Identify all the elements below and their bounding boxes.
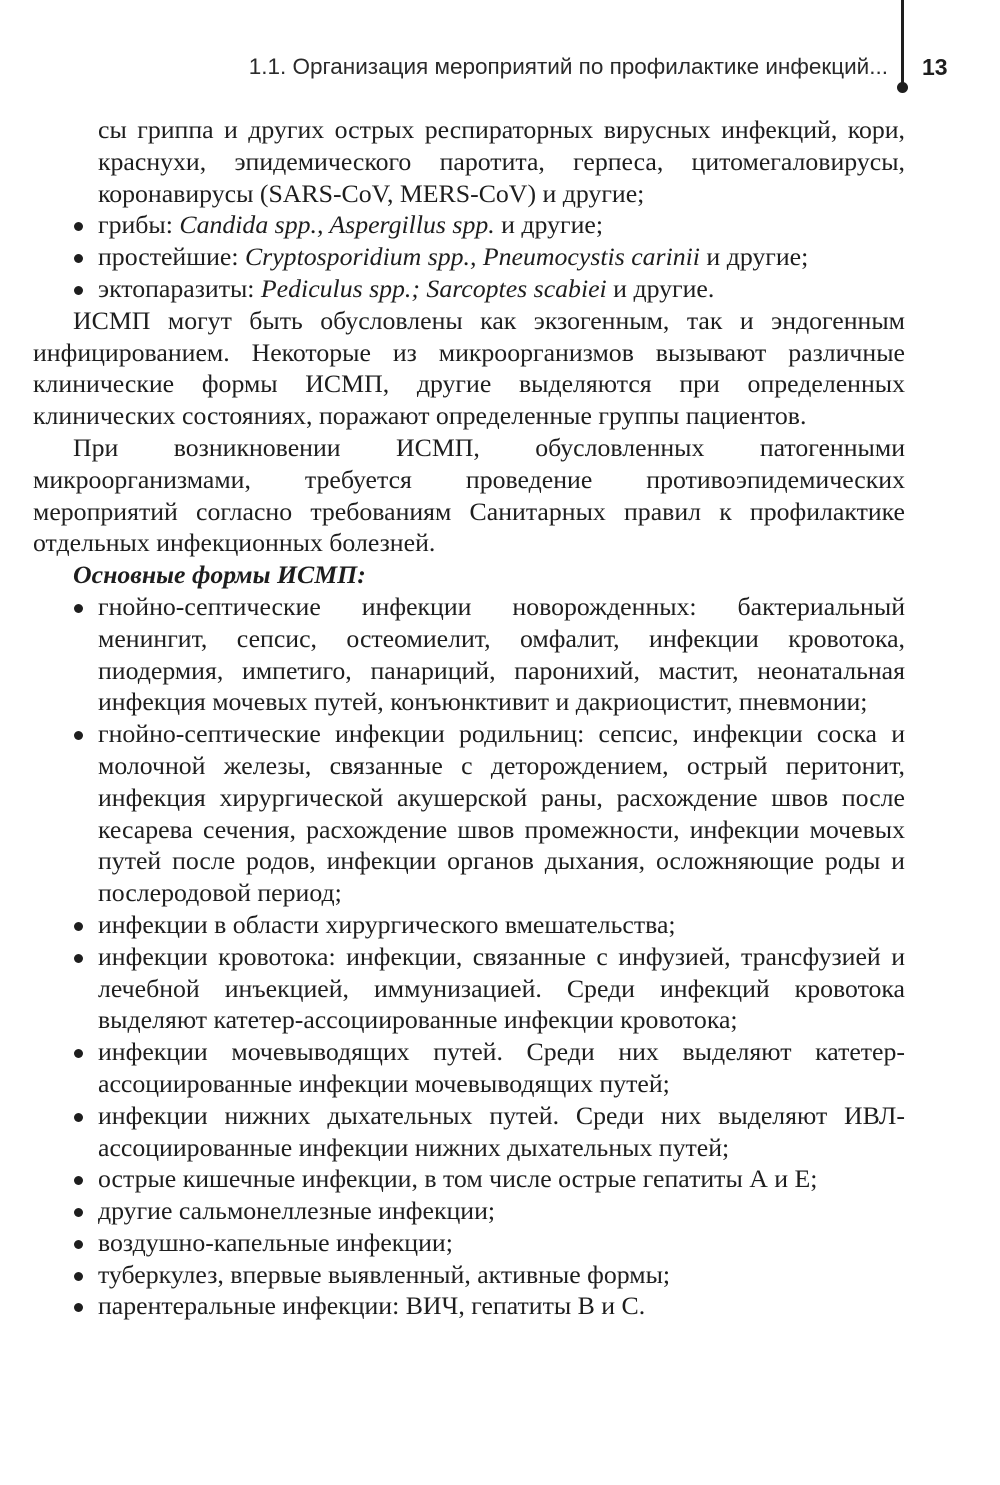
list-item-lead: грибы: xyxy=(98,210,180,240)
page-number: 13 xyxy=(922,54,948,80)
header-divider xyxy=(901,0,904,86)
list-item-fungi xyxy=(33,209,905,241)
list-item: инфекции нижних дыхательных путей. Среди них выделяют ИВЛ-ассоциированные инфекции нижних дыхательных путей; xyxy=(33,1100,905,1164)
list-item-protozoa xyxy=(33,241,905,273)
list-item: воздушно-капельные инфекции; xyxy=(33,1227,905,1259)
list-item-species: Pediculus spp.; Sarcoptes scabiei xyxy=(260,273,607,303)
forms-list xyxy=(33,591,905,1322)
list-item: инфекции мочевыводящих путей. Среди них выделяют катетер-ассоциированные инфекции мочевыводящих путей; xyxy=(33,1036,905,1100)
list-item: инфекции в области хирургического вмешательства; xyxy=(33,909,905,941)
organism-list xyxy=(33,209,905,304)
list-item: острые кишечные инфекции, в том числе острые гепатиты А и Е; xyxy=(33,1163,905,1195)
continuation-text: сы гриппа и других острых респираторных вирусных инфекций, кори, краснухи, эпидемического паротита, герпеса, цитомегаловирусы, коронавирусы (SARS-CoV, MERS-CoV) и другие; xyxy=(98,115,905,208)
list-item-tail: и другие; xyxy=(494,210,603,240)
header-divider-dot xyxy=(897,82,908,93)
page-body xyxy=(33,114,905,1322)
list-item: гнойно-септические инфекции родильниц: сепсис, инфекции соска и молочной железы, связанные с деторождением, острый перитонит, инфекция хирургической акушерской раны, расхождение швов после кесарева сечения, расхождение швов промежности, инфекции мочевых путей после родов, инфекции органов дыхания, осложняющие роды и послеродовой период; xyxy=(33,718,905,909)
list-item: инфекции кровотока: инфекции, связанные с инфузией, трансфузией и лечебной инъекцией, иммунизацией. Среди инфекций кровотока выделяют катетер-ассоциированные инфекции кровотока; xyxy=(33,941,905,1036)
list-item: парентеральные инфекции: ВИЧ, гепатиты В и С. xyxy=(33,1290,905,1322)
list-item-species: Candida spp., Aspergillus spp. xyxy=(179,210,495,240)
list-item-tail: и другие. xyxy=(606,273,715,303)
list-item: другие сальмонеллезные инфекции; xyxy=(33,1195,905,1227)
list-item-lead: простейшие: xyxy=(98,242,245,272)
list-item-lead: эктопаразиты: xyxy=(98,273,261,303)
list-item-tail: и другие; xyxy=(699,242,809,272)
list-item: туберкулез, впервые выявленный, активные формы; xyxy=(33,1259,905,1291)
section-heading: Основные формы ИСМП: xyxy=(73,560,366,590)
paragraph-measures: При возникновении ИСМП, обусловленных патогенными микроорганизмами, требуется проведение противоэпидемических мероприятий согласно требованиям Санитарных правил к профилактике отдельных инфекционных болезней. xyxy=(33,432,905,558)
paragraph-infection-origin: ИСМП могут быть обусловлены как экзогенным, так и эндогенным инфицированием. Некоторые из микроорганизмов вызывают различные клинические формы ИСМП, другие выделяются при определенных клинических состояниях, поражают определенные группы пациентов. xyxy=(33,305,905,431)
list-item-species: Cryptosporidium spp., Pneumocystis carinii xyxy=(244,242,700,272)
running-header: 1.1. Организация мероприятий по профилактике инфекций... xyxy=(248,54,888,79)
list-item: гнойно-септические инфекции новорожденных: бактериальный менингит, сепсис, остеомиелит, омфалит, инфекции кровотока, пиодермия, импетиго, панариций, паронихий, мастит, неонатальная инфекция мочевых путей, конъюнктивит и дакриоцистит, пневмонии; xyxy=(33,591,905,718)
list-item-ectoparasites xyxy=(33,273,905,305)
